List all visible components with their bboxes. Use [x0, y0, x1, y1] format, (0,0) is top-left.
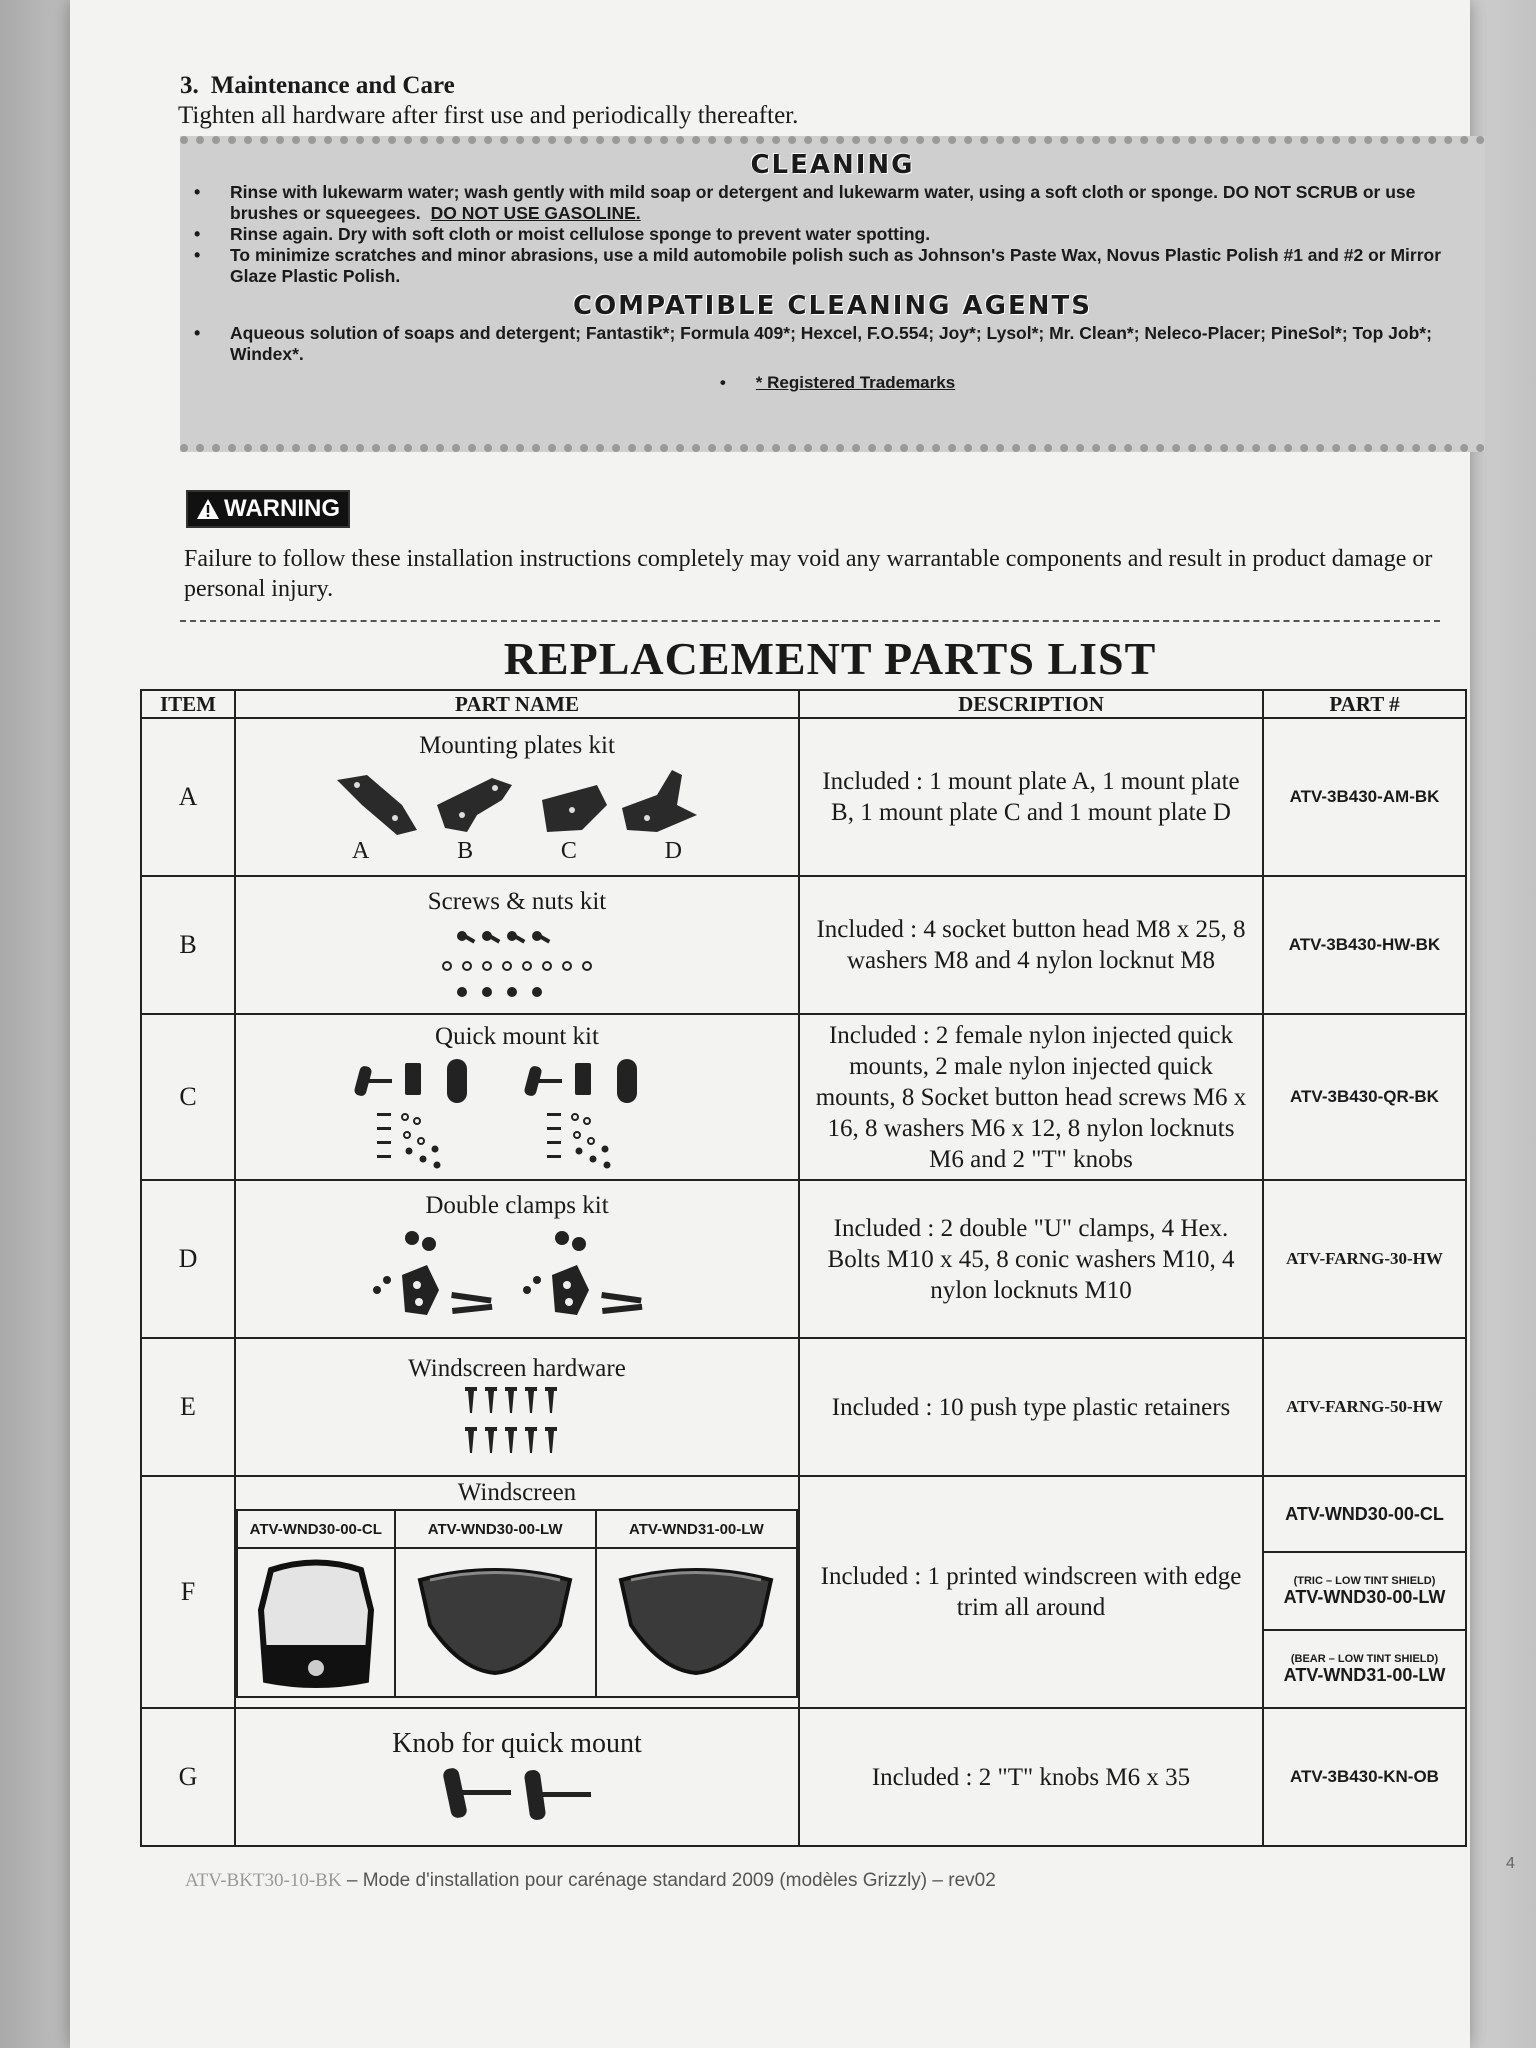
description: Included : 1 mount plate A, 1 mount plate B, 1 mount plate C and 1 mount plate D [799, 718, 1263, 876]
table-row [141, 876, 1466, 1014]
cleaning-text: To minimize scratches and minor abrasions, use a mild automobile polish such as Johnson's Paste Wax, Novus Plastic Polish #1 and #2 or Mirror Glaze Plastic Polish. [230, 245, 1442, 286]
gasoline-warning: DO NOT USE GASOLINE. [430, 203, 641, 223]
footer-code: ATV-BKT30-10-BK [185, 1870, 342, 1891]
item-letter: G [141, 1708, 235, 1846]
windscreen-clear-image [251, 1550, 381, 1690]
parts-table [140, 689, 1467, 1847]
windscreen-bear-image [611, 1555, 781, 1685]
part-entry [1264, 1553, 1465, 1631]
table-row [141, 1476, 1466, 1708]
footer-text: – Mode d'installation pour carénage standard 2009 (modèles Grizzly) – rev02 [341, 1870, 996, 1891]
part-entry [1264, 1477, 1465, 1553]
part-name-cell [235, 1708, 799, 1846]
page-number: 4 [1506, 1855, 1515, 1872]
part-number: ATV-FARNG-50-HW [1263, 1338, 1466, 1476]
warning-text: Failure to follow these installation instructions completely may void any warrantable components and result in product damage or personal injury. [184, 546, 1433, 602]
part-note: (TRIC – LOW TINT SHIELD) [1293, 1574, 1436, 1587]
part-name-cell [235, 718, 799, 876]
part-number: ATV-FARNG-30-HW [1263, 1180, 1466, 1338]
variant-code: ATV-WND31-00-LW [596, 1510, 797, 1548]
header-description: DESCRIPTION [799, 690, 1263, 718]
list-item [180, 245, 1465, 287]
variant-image [596, 1548, 797, 1697]
part-number: ATV-WND30-00-LW [1283, 1586, 1446, 1607]
mounting-plates-illustration [317, 760, 717, 842]
cleaning-list [180, 182, 1485, 287]
variant-code: ATV-WND30-00-LW [395, 1510, 596, 1548]
item-letter: D [141, 1180, 235, 1338]
part-name-cell [235, 1338, 799, 1476]
double-clamps-illustration [357, 1220, 677, 1330]
description: Included : 2 double "U" clamps, 4 Hex. Bolts M10 x 45, 8 conic washers M10, 4 nylon locknuts M10 [799, 1180, 1263, 1338]
part-name: Screws & nuts kit [427, 888, 607, 915]
cleaning-heading: CLEANING [750, 150, 915, 180]
t-knobs-illustration [407, 1760, 627, 1830]
part-entry [1264, 1631, 1465, 1707]
part-number: ATV-3B430-QR-BK [1263, 1014, 1466, 1180]
variant-image [237, 1548, 395, 1697]
cleaning-text: Rinse again. Dry with soft cloth or moist cellulose sponge to prevent water spotting. [230, 224, 931, 244]
variant-image [395, 1548, 596, 1697]
part-name: Knob for quick mount [392, 1728, 642, 1759]
warning-triangle-icon [196, 498, 220, 520]
section-title: Maintenance and Care [210, 72, 455, 99]
part-name: Windscreen hardware [408, 1355, 626, 1382]
part-name: Mounting plates kit [419, 731, 615, 759]
part-number: ATV-3B430-HW-BK [1263, 876, 1466, 1014]
windscreen-variants [236, 1509, 798, 1698]
table-header-row [141, 690, 1466, 718]
list-item [180, 182, 1465, 224]
table-row [141, 1014, 1466, 1180]
part-number: ATV-3B430-AM-BK [1263, 718, 1466, 876]
item-letter: F [141, 1476, 235, 1708]
part-number: ATV-3B430-KN-OB [1263, 1708, 1466, 1846]
section-text: Tighten all hardware after first use and periodically thereafter. [178, 102, 799, 129]
bullet-icon: • [719, 373, 726, 392]
divider [180, 620, 1440, 622]
item-letter: B [141, 876, 235, 1014]
part-name-cell [235, 1014, 799, 1180]
list-item [180, 323, 1465, 365]
screws-nuts-illustration [417, 916, 617, 1006]
plate-label: C [560, 837, 577, 864]
windscreen-tric-image [410, 1555, 580, 1685]
table-row [141, 1708, 1466, 1846]
header-item: ITEM [141, 690, 235, 718]
trademark-note [180, 373, 1485, 393]
part-name: Double clamps kit [425, 1192, 609, 1219]
plate-label: D [664, 837, 682, 864]
part-number: ATV-WND30-00-CL [1285, 1503, 1444, 1524]
plate-labels [352, 838, 682, 865]
part-name-cell [235, 1476, 799, 1708]
agents-heading: COMPATIBLE CLEANING AGENTS [573, 291, 1092, 321]
header-part-number: PART # [1263, 690, 1466, 718]
list-item [180, 224, 1465, 245]
table-row [141, 1180, 1466, 1338]
part-name-cell [235, 1180, 799, 1338]
part-name-cell [235, 876, 799, 1014]
bullet-icon: • [194, 224, 201, 244]
plate-label: A [352, 837, 370, 864]
part-number-cell [1263, 1476, 1466, 1708]
description: Included : 2 female nylon injected quick mounts, 2 male nylon injected quick mounts, 8 Socket button head screws M6 x 16, 8 washers M6 x 12, 8 nylon locknuts M6 and 2 "T" knobs [799, 1014, 1263, 1180]
item-letter: A [141, 718, 235, 876]
bullet-icon: • [194, 182, 201, 202]
description: Included : 10 push type plastic retainers [799, 1338, 1263, 1476]
warning-badge [186, 490, 350, 528]
agents-list [180, 323, 1485, 365]
item-letter: C [141, 1014, 235, 1180]
table-row [141, 718, 1466, 876]
bullet-icon: • [194, 245, 201, 265]
description: Included : 1 printed windscreen with edge trim all around [799, 1476, 1263, 1708]
quick-mount-illustration [347, 1051, 687, 1176]
part-name: Quick mount kit [435, 1022, 599, 1050]
cleaning-box [180, 136, 1485, 452]
part-note: (BEAR – LOW TINT SHIELD) [1290, 1652, 1439, 1665]
bullet-icon: • [194, 323, 201, 343]
section-number: 3. [180, 72, 199, 99]
cleaning-text: Rinse with lukewarm water; wash gently with mild soap or detergent and lukewarm water, using a soft cloth or sponge. DO NOT SCRUB or use brushes or squeegees. [230, 182, 1416, 223]
footer [185, 1870, 996, 1892]
agents-text: Aqueous solution of soaps and detergent; Fantastik*; Formula 409*; Hexcel, F.O.554; Joy*; Lysol*; Mr. Clean*; Neleco-Placer; PineSol*; Top Job*; Windex*. [230, 323, 1432, 364]
parts-list-title: REPLACEMENT PARTS LIST [503, 633, 1157, 684]
description: Included : 4 socket button head M8 x 25, 8 washers M8 and 4 nylon locknut M8 [799, 876, 1263, 1014]
trademark-text: * Registered Trademarks [755, 373, 956, 392]
table-row [141, 1338, 1466, 1476]
description: Included : 2 "T" knobs M6 x 35 [799, 1708, 1263, 1846]
item-letter: E [141, 1338, 235, 1476]
variant-code: ATV-WND30-00-CL [237, 1510, 395, 1548]
manual-page [70, 0, 1515, 2048]
part-number: ATV-WND31-00-LW [1283, 1664, 1446, 1685]
part-name: Windscreen [457, 1479, 577, 1506]
warning-label: WARNING [224, 495, 340, 522]
plate-label: B [457, 837, 474, 864]
page-content [159, 72, 1480, 1847]
push-retainers-illustration [457, 1383, 577, 1463]
header-part-name: PART NAME [235, 690, 799, 718]
section-heading [180, 72, 1480, 100]
